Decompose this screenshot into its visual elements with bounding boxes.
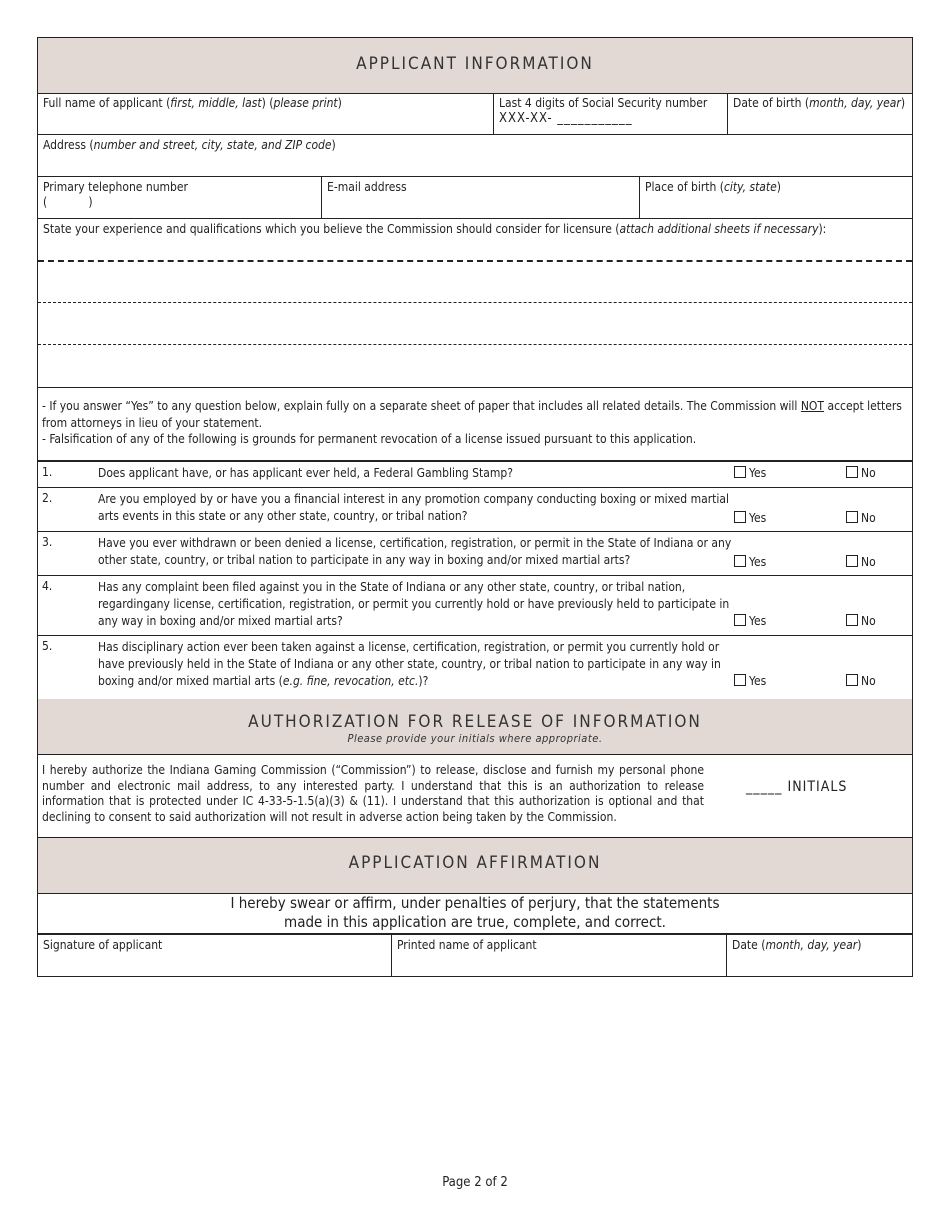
authorization-subtitle: Please provide your initials where appropriate. <box>347 732 603 745</box>
authorization-text: I hereby authorize the Indiana Gaming Commission (“Commission”) to release, disclose and furnish my personal phone number and electronic mail address, to any interested party. I understand that this is an authorization to release information that is protected under IC 4-33-5-1.5(a)(3) & (11). I understand that this authorization is optional and that declining to consent to said authorization will not result in adverse action being taken by the Commission. <box>42 763 704 824</box>
contact-row <box>37 177 913 219</box>
email-field[interactable]: E-mail address <box>322 177 640 218</box>
checkbox-icon <box>734 466 746 478</box>
checkbox-icon <box>846 674 858 686</box>
q2-yes-checkbox[interactable]: Yes <box>734 511 766 525</box>
q3-yes-checkbox[interactable]: Yes <box>734 555 766 569</box>
address-field[interactable]: Address (number and street, city, state, and ZIP code) <box>43 138 336 152</box>
question-3: 3. Have you ever withdrawn or been denied a license, certification, registration, or permit in the State of Indiana or any other state, country, or tribal nation to participate in any way in boxing and/or mixed martial arts? Yes No <box>37 531 913 576</box>
place-of-birth-field[interactable]: Place of birth (city, state) <box>645 180 782 194</box>
signature-row <box>37 934 913 977</box>
q2-no-checkbox[interactable]: No <box>846 511 876 525</box>
ssn-label: Last 4 digits of Social Security number <box>499 96 708 110</box>
ssn-field[interactable] <box>494 93 728 134</box>
phone-area-code: ( ) <box>43 195 93 209</box>
experience-line-3[interactable] <box>38 344 912 345</box>
q5-no-checkbox[interactable]: No <box>846 674 876 688</box>
experience-label: State your experience and qualifications which you believe the Commission should consider for licensure (attach additional sheets if necessary): <box>43 222 827 236</box>
address-row[interactable] <box>37 135 913 177</box>
experience-line-2[interactable] <box>38 302 912 303</box>
name-ssn-dob-row <box>37 93 913 135</box>
question-4: 4. Has any complaint been filed against you in the State of Indiana or any other state, country, or tribal nation, regardingany license, certification, registration, or permit you currently hold or have previously held to participate in any way in boxing and/or mixed martial arts? Yes No <box>37 575 913 636</box>
authorization-header <box>37 699 913 755</box>
question-2: 2. Are you employed by or have you a financial interest in any promotion company conducting boxing or mixed martial arts events in this state or any other state, country, or tribal nation? Yes No <box>37 487 913 532</box>
checkbox-icon <box>846 555 858 567</box>
experience-line-1[interactable] <box>38 260 912 262</box>
ssn-mask: XXX-XX- ___________ <box>499 111 633 126</box>
printed-name-field[interactable]: Printed name of applicant <box>392 935 727 976</box>
phone-label: Primary telephone number <box>43 180 188 194</box>
affirmation-title: APPLICATION AFFIRMATION <box>348 853 602 873</box>
checkbox-icon <box>734 614 746 626</box>
checkbox-icon <box>846 511 858 523</box>
question-1: 1. Does applicant have, or has applicant ever held, a Federal Gambling Stamp? Yes No <box>37 461 913 488</box>
experience-section[interactable] <box>37 219 913 388</box>
instructions <box>37 388 913 461</box>
checkbox-icon <box>846 614 858 626</box>
authorization-title: AUTHORIZATION FOR RELEASE OF INFORMATION <box>248 712 702 732</box>
q1-no-checkbox[interactable]: No <box>846 466 876 480</box>
signature-field[interactable]: Signature of applicant <box>38 935 392 976</box>
initials-field[interactable]: _____ INITIALS <box>746 779 848 795</box>
checkbox-icon <box>846 466 858 478</box>
question-5: 5. Has disciplinary action ever been taken against a license, certification, registration, or permit you currently hold or have previously held in the State of Indiana or any other state, country, or tribal nation to participate in any way in boxing and/or mixed martial arts (e.g. fine, revocation, etc.)? Yes No <box>37 635 913 700</box>
date-field[interactable]: Date (month, day, year) <box>732 938 862 952</box>
checkbox-icon <box>734 674 746 686</box>
checkbox-icon <box>734 511 746 523</box>
affirmation-statement: I hereby swear or affirm, under penalties of perjury, that the statements made in this application are true, complete, and correct. <box>37 894 913 934</box>
affirmation-header <box>37 838 913 894</box>
full-name-field[interactable]: Full name of applicant (first, middle, last) (please print) <box>38 93 494 134</box>
q3-no-checkbox[interactable]: No <box>846 555 876 569</box>
q4-yes-checkbox[interactable]: Yes <box>734 614 766 628</box>
applicant-information-header <box>37 37 913 94</box>
page-number: Page 2 of 2 <box>442 1175 508 1190</box>
checkbox-icon <box>734 555 746 567</box>
section-title: APPLICANT INFORMATION <box>356 54 594 74</box>
q5-yes-checkbox[interactable]: Yes <box>734 674 766 688</box>
dob-field[interactable]: Date of birth (month, day, year) <box>733 96 906 110</box>
phone-field[interactable] <box>38 177 322 218</box>
authorization-body <box>37 755 913 838</box>
instructions-text: - If you answer “Yes” to any question below, explain fully on a separate sheet of paper that includes all related details. The Commission will NOT accept letters from attorneys in lieu of your statement. - Falsification of any of the following is grounds for permanent revocation of a license issued pursuant to this application. <box>42 399 902 446</box>
q1-yes-checkbox[interactable]: Yes <box>734 466 766 480</box>
q4-no-checkbox[interactable]: No <box>846 614 876 628</box>
